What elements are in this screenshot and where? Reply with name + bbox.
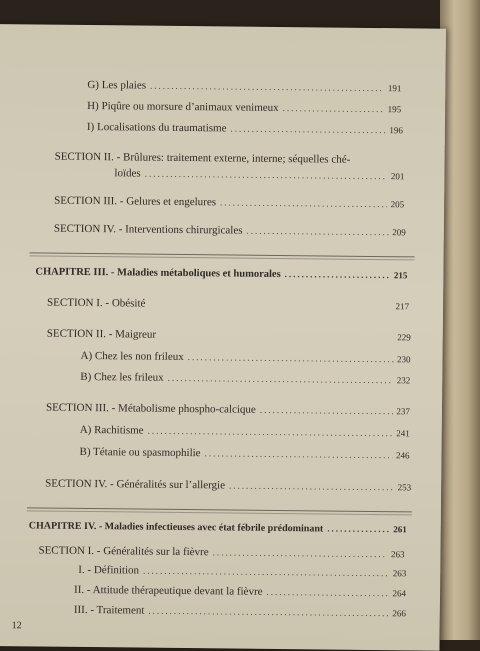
leader-dots <box>168 373 393 385</box>
toc-entry-localisations <box>87 121 403 136</box>
leader-dots <box>327 524 389 535</box>
leader-dots <box>229 480 394 492</box>
page-number: 205 <box>390 199 405 210</box>
entry-title: B) Chez les frileux <box>80 370 164 384</box>
entry-title: H) Piqûre ou morsure d’animaux venimeux <box>87 99 279 114</box>
toc-entry-plaies <box>87 79 401 94</box>
leader-dots <box>148 606 388 619</box>
toc-entry-attitude <box>74 584 406 599</box>
page-number: 264 <box>392 588 407 599</box>
toc-entry-interventions <box>54 223 406 239</box>
entry-title: SECTION III. - Métabolisme phospho-calcique <box>45 401 256 416</box>
leader-dots <box>285 269 390 280</box>
page-number: 229 <box>397 332 411 343</box>
toc-entry-non-frileux <box>80 350 410 365</box>
entry-title: A) Rachitisme <box>79 423 144 437</box>
page-number: 232 <box>396 375 411 386</box>
leader-dots <box>145 169 387 182</box>
leader-dots <box>220 197 387 209</box>
entry-title: SECTION I. - Obésité <box>47 296 146 310</box>
page-number: 201 <box>390 171 405 182</box>
leader-dots <box>150 81 384 93</box>
toc-entry-frileux <box>80 371 410 386</box>
page-number: 195 <box>387 104 402 115</box>
toc-chapter-iii <box>35 266 407 281</box>
page-number: 261 <box>393 524 407 535</box>
leader-dots <box>266 587 388 598</box>
page-number: 215 <box>393 270 408 281</box>
toc-entry-gelures <box>54 195 404 211</box>
toc-entry-phospho-calcique <box>46 402 410 418</box>
leader-dots <box>260 405 393 416</box>
toc-entry-maigreur <box>47 328 411 344</box>
leader-dots <box>247 226 389 237</box>
page-number: 230 <box>396 354 411 365</box>
entry-title: loïdes <box>114 167 141 180</box>
toc-entry-obesite <box>47 297 409 313</box>
toc-entry-fievre <box>38 544 404 560</box>
entry-title: G) Les plaies <box>87 78 147 92</box>
folio-page-number: 12 <box>11 620 22 632</box>
chapter-title: CHAPITRE III. - Maladies métaboliques et humorales <box>35 266 281 281</box>
toc-entry-brulures-line1 <box>55 151 405 167</box>
page-number: 266 <box>392 608 406 619</box>
book-page <box>0 24 446 651</box>
entry-title: SECTION I. - Généralités sur la fièvre <box>38 544 209 559</box>
chapter-divider <box>27 507 412 515</box>
leader-dots <box>230 123 385 135</box>
entry-title: II. - Attitude thérapeutique devant la fièvre <box>74 583 263 598</box>
entry-title: I) Localisations du traumatisme <box>86 120 227 135</box>
entry-title: I. - Définition <box>78 563 140 577</box>
leader-dots <box>205 448 393 460</box>
page-number: 191 <box>387 83 402 94</box>
page-number: 209 <box>392 227 406 238</box>
entry-title: B) Tétanie ou spasmophilie <box>79 445 201 460</box>
page-number: 263 <box>390 549 405 560</box>
toc-entry-definition <box>78 564 406 579</box>
toc-entry-tetanie <box>79 446 409 461</box>
page-number: 196 <box>389 125 403 136</box>
page-number: 217 <box>395 301 410 312</box>
entry-title: SECTION IV. - Généralités sur l’allergie <box>45 477 226 492</box>
page-number: 263 <box>392 568 407 579</box>
leader-dots <box>283 103 384 114</box>
leader-dots <box>143 566 389 579</box>
entry-title: A) Chez les non frileux <box>80 349 184 364</box>
chapter-title: CHAPITRE IV. - Maladies infectieuses avec état fébrile prédominant <box>28 520 324 535</box>
entry-title: SECTION IV. - Interventions chirurgicales <box>53 222 243 237</box>
toc-entry-traitement <box>74 604 406 619</box>
adjacent-page-edge <box>440 0 480 640</box>
chapter-divider <box>30 252 415 260</box>
leader-dots <box>148 426 393 439</box>
page-number: 253 <box>397 482 412 493</box>
leader-dots <box>213 547 387 559</box>
entry-title: SECTION III. - Gelures et engelures <box>54 194 217 209</box>
page-number: 237 <box>396 406 411 417</box>
toc-chapter-iv <box>29 520 407 535</box>
toc-entry-allergie <box>45 478 411 494</box>
page-number: 241 <box>396 428 410 439</box>
leader-dots <box>188 352 393 364</box>
toc-entry-brulures-line2 <box>114 167 404 182</box>
entry-title: III. - Traitement <box>73 603 145 617</box>
toc-entry-piqure <box>87 100 401 115</box>
page-number: 246 <box>395 450 410 461</box>
entry-title: SECTION II. - Maigreur <box>46 327 157 341</box>
entry-title: SECTION II. - Brûlures: traitement externe, interne; séquelles ché- <box>54 150 351 166</box>
toc-entry-rachitisme <box>80 424 410 439</box>
